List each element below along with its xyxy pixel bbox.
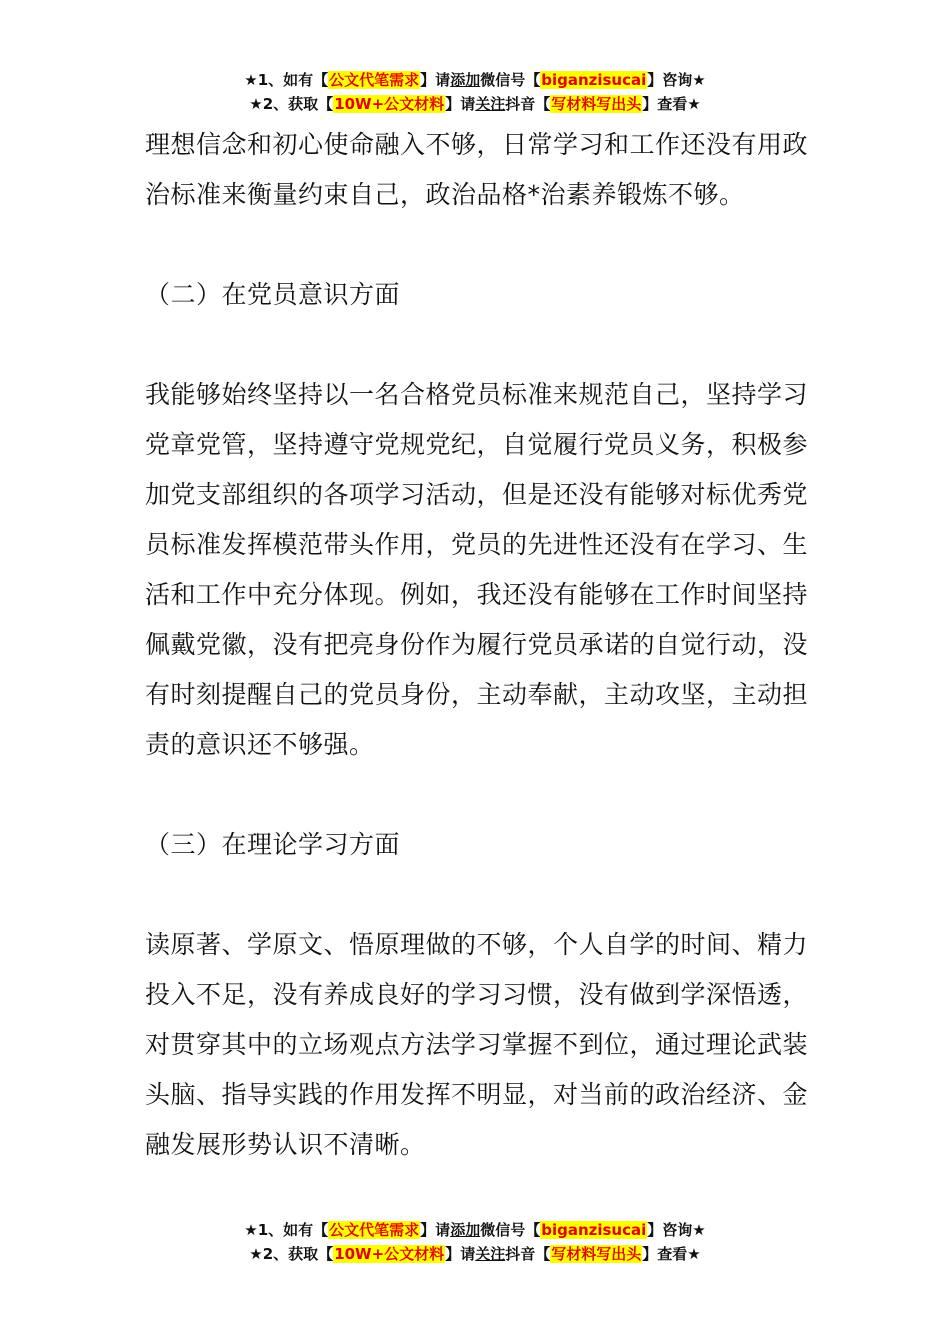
section-heading-party-awareness: （二）在党员意识方面	[145, 280, 401, 309]
header-banner	[0, 68, 950, 116]
banner-text: 】咨询★	[647, 71, 706, 89]
banner-text: 】请	[420, 71, 451, 89]
banner-underlined: 添加	[450, 1221, 481, 1239]
banner-text: 抖音【	[505, 95, 551, 113]
highlight-wechat-id: biganzisucai	[541, 71, 647, 89]
highlight-douyin: 写材料写出头	[551, 1245, 642, 1263]
banner-text: 微信号【	[480, 71, 541, 89]
banner-text: 】请	[445, 1245, 476, 1263]
banner-underlined: 添加	[450, 71, 481, 89]
banner-text: 微信号【	[480, 1221, 541, 1239]
highlight-materials: 10W+公文材料	[334, 1245, 445, 1263]
paragraph-political: 理想信念和初心使命融入不够，日常学习和工作还没有用政治标准来衡量约束自己，政治品格*治素养锻炼不够。	[145, 130, 809, 209]
spacer	[145, 770, 810, 820]
highlight-douyin: 写材料写出头	[551, 95, 642, 113]
banner-line-2	[0, 1242, 950, 1266]
highlight-materials: 10W+公文材料	[334, 95, 445, 113]
banner-text: 抖音【	[505, 1245, 551, 1263]
banner-text: ★2、获取【	[249, 95, 334, 113]
banner-text: 】请	[420, 1221, 451, 1239]
banner-underlined: 关注	[475, 1245, 506, 1263]
spacer	[145, 320, 810, 370]
highlight-service: 公文代笔需求	[329, 1221, 420, 1239]
banner-line-1	[0, 68, 950, 92]
document-body	[145, 120, 810, 1170]
banner-text: 】请	[445, 95, 476, 113]
banner-underlined: 关注	[475, 95, 506, 113]
banner-text: 】查看★	[642, 1245, 701, 1263]
paragraph-party-awareness: 我能够始终坚持以一名合格党员标准来规范自己，坚持学习党章党管，坚持遵守党规党纪，自觉履行党员义务，积极参加党支部组织的各项学习活动，但是还没有能够对标优秀党员标准发挥模范带头作用，党员的先进性还没有在学习、生活和工作中充分体现。例如，我还没有能够在工作时间坚持佩戴党徽，没有把亮身份作为履行党员承诺的自觉行动，没有时刻提醒自己的党员身份，主动奉献，主动攻坚，主动担责的意识还不够强。	[145, 380, 809, 759]
section-heading-theory-study: （三）在理论学习方面	[145, 830, 401, 859]
banner-line-1	[0, 1218, 950, 1242]
banner-text: ★1、如有【	[244, 71, 329, 89]
spacer	[145, 870, 810, 920]
paragraph-theory-study: 读原著、学原文、悟原理做的不够，个人自学的时间、精力投入不足，没有养成良好的学习习惯，没有做到学深悟透，对贯穿其中的立场观点方法学习掌握不到位，通过理论武装头脑、指导实践的作用发挥不明显，对当前的政治经济、金融发展形势认识不清晰。	[145, 930, 809, 1159]
banner-text: 】查看★	[642, 95, 701, 113]
banner-line-2	[0, 92, 950, 116]
highlight-service: 公文代笔需求	[329, 71, 420, 89]
footer-banner	[0, 1218, 950, 1266]
banner-text: 】咨询★	[647, 1221, 706, 1239]
highlight-wechat-id: biganzisucai	[541, 1221, 647, 1239]
spacer	[145, 220, 810, 270]
banner-text: ★1、如有【	[244, 1221, 329, 1239]
banner-text: ★2、获取【	[249, 1245, 334, 1263]
